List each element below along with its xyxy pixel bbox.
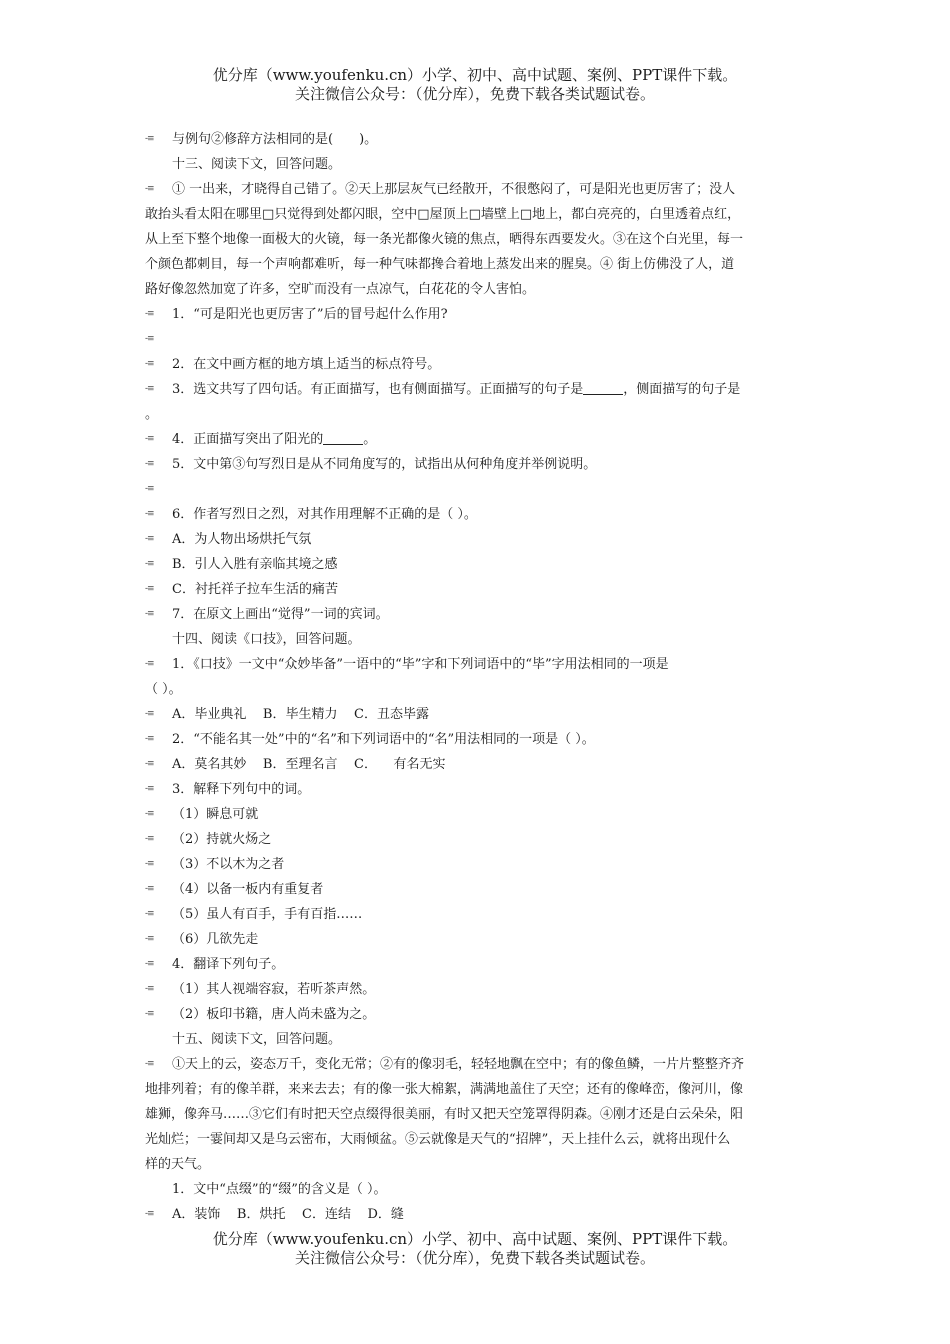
text-line: -≡ 与例句②修辞方法相同的是( )。 xyxy=(145,127,810,152)
sub-question: -≡ （3）不以木为之者 xyxy=(145,857,285,872)
margin-mark: -≡ xyxy=(145,134,154,144)
passage-line: 敢抬头看太阳在哪里□只觉得到处都闪眼，空中□屋顶上□墙壁上□地上，都白亮亮的，白里透着点红， xyxy=(145,207,741,222)
document-body xyxy=(145,127,810,1227)
passage-line: 样的天气。 xyxy=(145,1157,211,1172)
footer-wechat-line: 关注微信公众号：（优分库），免费下载各类试题试卷。 xyxy=(294,1249,655,1267)
question-line: -≡ 2．在文中画方框的地方填上适当的标点符号。 xyxy=(145,357,441,372)
sub-question: -≡ （1）瞬息可就 xyxy=(145,807,259,822)
question-line: -≡ 7．在原文上画出“觉得”一词的宾词。 xyxy=(145,607,389,622)
passage-line: -≡ ① 一出来，才晓得自己错了。②天上那层灰气已经散开，不很憋闷了，可是阳光也更厉害了；没人 xyxy=(145,182,736,197)
sub-question: -≡ （2）持就火炀之 xyxy=(145,832,272,847)
option-line: -≡ A．为人物出场烘托气氛 xyxy=(145,532,312,547)
option-line: -≡ A．装饰 B．烘托 C．连结 D．缝 xyxy=(145,1207,404,1222)
sub-question: -≡ （5）虽人有百手，手有百指…… xyxy=(145,907,363,922)
question-line: -≡ 6．作者写烈日之烈，对其作用理解不正确的是（ ）。 xyxy=(145,507,477,522)
passage-line: 地排列着；有的像羊群，来来去去；有的像一张大棉絮，满满地盖住了天空；还有的像峰峦，像河川，像 xyxy=(145,1082,744,1097)
question-line: -≡ 1．《口技》一文中“众妙毕备”一语中的“毕”字和下列词语中的“毕”字用法相同的一项是 xyxy=(145,657,669,672)
blank-line: -≡ xyxy=(145,484,154,494)
sub-question: -≡ （1）其人视端容寂，若听茶声然。 xyxy=(145,982,376,997)
question-line: 。 xyxy=(145,407,159,422)
section-title: 十五、阅读下文，回答问题。 xyxy=(172,1032,342,1047)
question-line: -≡ 3．解释下列句中的词。 xyxy=(145,782,311,797)
answer-blank xyxy=(583,379,623,395)
passage-line: -≡ ①天上的云，姿态万千，变化无常；②有的像羽毛，轻轻地飘在空中；有的像鱼鳞，一片片整整齐齐 xyxy=(145,1057,745,1072)
sub-question: -≡ （4）以备一板内有重复者 xyxy=(145,882,324,897)
option-line: -≡ A．莫名其妙 B．至理名言 C． 有名无实 xyxy=(145,757,446,772)
header-wechat-line: 关注微信公众号：（优分库），免费下载各类试题试卷。 xyxy=(294,85,655,103)
passage-line: 雄狮，像奔马……③它们有时把天空点缀得很美丽，有时又把天空笼罩得阴森。④刚才还是白云朵朵，阳 xyxy=(145,1107,744,1122)
section-title: 十四、阅读《口技》，回答问题。 xyxy=(172,632,361,647)
question-line: -≡ 5．文中第③句写烈日是从不同角度写的，试指出从何种角度并举例说明。 xyxy=(145,457,597,472)
page-footer xyxy=(0,1230,950,1268)
option-line: -≡ B．引人入胜有亲临其境之感 xyxy=(145,557,338,572)
sub-question: -≡ （2）板印书籍，唐人尚未盛为之。 xyxy=(145,1007,376,1022)
option-line: -≡ A．毕业典礼 B．毕生精力 C．丑态毕露 xyxy=(145,707,429,722)
passage-line: 路好像忽然加宽了许多，空旷而没有一点凉气，白花花的令人害怕。 xyxy=(145,282,536,297)
sub-question: -≡ （6）几欲先走 xyxy=(145,932,259,947)
passage-line: 个颜色都刺目，每一个声响都难听，每一种气味都搀合着地上蒸发出来的腥臭。④ 街上仿佛没了人，道 xyxy=(145,257,735,272)
question-line: 1．文中“点缀”的“缀”的含义是（ ）。 xyxy=(172,1182,387,1197)
option-line: -≡ C．衬托祥子拉车生活的痛苦 xyxy=(145,582,338,597)
passage-line: 从上至下整个地像一面极大的火镜，每一条光都像火镜的焦点，晒得东西要发火。③在这个白光里，每一 xyxy=(145,232,744,247)
footer-site-line: 优分库（www.youfenku.cn）小学、初中、高中试题、案例、PPT课件下载。 xyxy=(212,1230,738,1248)
page-header xyxy=(0,66,950,104)
question-line: -≡ 4．翻译下列句子。 xyxy=(145,957,285,972)
blank-line: -≡ xyxy=(145,334,154,344)
passage-line: 光灿烂；一霎间却又是乌云密布，大雨倾盆。⑤云就像是天气的“招牌”，天上挂什么云，就将出现什么 xyxy=(145,1132,731,1147)
question-line: -≡ 1．“可是阳光也更厉害了”后的冒号起什么作用? xyxy=(145,307,448,322)
question-line: （ ）。 xyxy=(145,682,182,697)
header-site-line: 优分库（www.youfenku.cn）小学、初中、高中试题、案例、PPT课件下载。 xyxy=(212,66,738,84)
section-title: 十三、阅读下文，回答问题。 xyxy=(172,157,342,172)
question-line: -≡ 2．“不能名其一处”中的“名”和下列词语中的“名”用法相同的一项是（ ）。 xyxy=(145,732,595,747)
question-line: -≡ 4．正面描写突出了阳光的 。 xyxy=(145,427,810,452)
question-line: -≡ 3．选文共写了四句话。有正面描写，也有侧面描写。正面描写的句子是 ，侧面描写的句子是 xyxy=(145,377,810,402)
answer-blank xyxy=(323,429,363,445)
